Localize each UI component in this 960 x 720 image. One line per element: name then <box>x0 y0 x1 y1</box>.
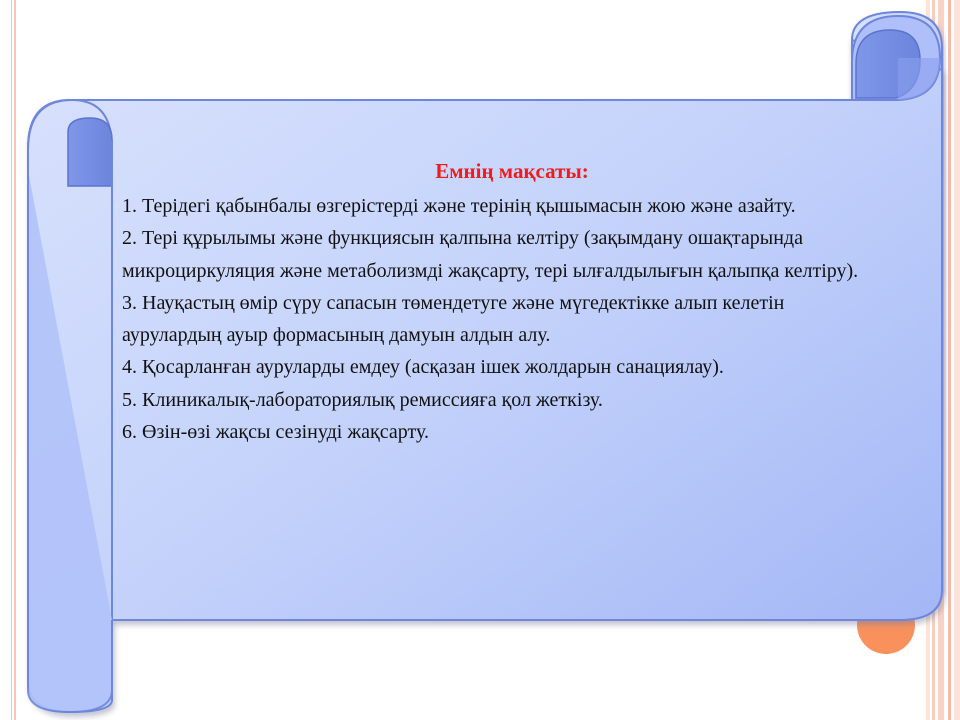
goal-item-4: 4. Қосарланған ауруларды емдеу (асқазан ішек жолдарын санациялау). <box>122 356 724 379</box>
goal-list <box>122 190 862 448</box>
goal-item-2: 2. Тері құрылымы және функциясын қалпына келтіру (зақымдану ошақтарында микроциркуляция және метаболизмді жақсарту, тері ылғалдылығын қалыпқа келтіру). <box>122 227 859 282</box>
goal-item-3: 3. Науқастың өмір сүру сапасын төмендетуге және мүгедектікке алып келетін аурулардың ауыр формасының дамуын алдын алу. <box>122 291 785 347</box>
goal-item-5: 5. Клиникалық-лабораториялық ремиссияға қол жеткізу. <box>122 388 603 411</box>
goal-item-6: 6. Өзін-өзі жақсы сезінуді жақсарту. <box>122 421 429 444</box>
slide-title: Емнің мақсаты: <box>435 159 589 183</box>
slide-content <box>122 158 862 448</box>
goal-item-1: 1. Терідегі қабынбалы өзгерістерді және терінің қышымасын жою және азайту. <box>122 195 796 217</box>
